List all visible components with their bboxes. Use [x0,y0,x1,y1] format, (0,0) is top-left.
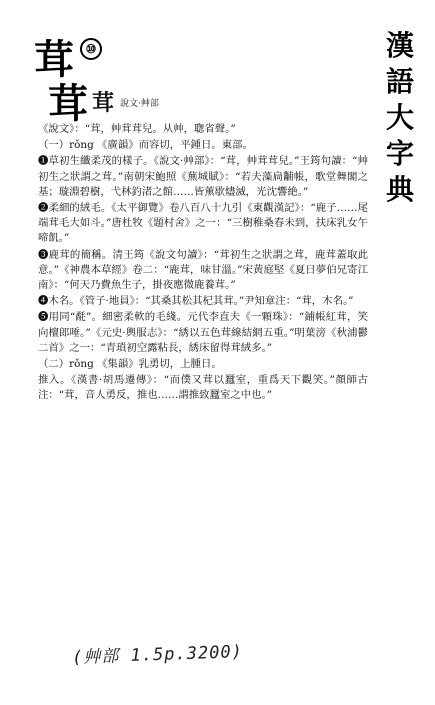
title-char: 語 [385,65,414,98]
reading-1: （一）rǒng 《廣韻》而容切，平鍾日。東部。 [38,139,253,152]
entry-body [38,122,368,404]
handwritten-note: (艸部 1.5p.3200) [71,642,244,668]
seal-script-char: 茸 [92,90,115,116]
sense-3: ❸鹿茸的簡稱。清王筠《說文句讀》：“茸初生之狀謂之茸，鹿茸蓋取此意。”《神農本草經》卷二：“鹿茸，味甘溫。”宋黄庭堅《夏日夢伯兄寄江南》：“何天乃費魚生子，掛夜應微鹿養茸。” [38,248,368,292]
title-char: 漢 [385,29,414,62]
title-char: 字 [385,137,414,170]
title-char: 大 [385,101,414,134]
sense-6: 推入。《漢書·胡馬遷傳》：“而僕又茸以蠶室，重爲天下觀笑。”顏師古注：“茸，音人勇反，推也……謂推致蠶室之中也。” [38,374,368,402]
entry-number-mark: ⑩ [80,38,102,60]
sense-4: ❹木名。《管子·地員》：“其桑其松其杞其茸。”尹知章注：“茸，木名。” [38,295,354,308]
sense-1: ❶草初生纖柔茂的樣子。《說文·艸部》：“茸，艸茸茸兒。”王筠句讀：“艸初生之狀謂之茸。”南朝宋鮑照《蕪城賦》：“若夫藻扃黼帳，歌堂舞閣之基；璇淵碧樹，弋林釣渚之館……皆薰歇燼滅，光沈響絶。” [38,155,368,198]
dictionary-title [382,28,418,208]
source-note: 說文·艸部 [120,99,159,109]
sense-2: ❷柔細的絨毛。《太平御覽》卷八百八十九引《東觀漢記》：“鹿子……尾端茸毛大如斗。”唐杜牧《題村舍》之一：“三樹稚桑春未到，扶床乳女午啼飢。” [38,202,368,245]
title-char: 典 [385,173,414,206]
reading-2: （二）rǒng 《集韻》乳勇切，上腫日。 [38,358,222,371]
headword-variant: 茸 [48,80,88,127]
headword: 茸 [34,36,74,83]
sense-5: ❺用同“氄”。細密柔軟的毛綫。元代李直夫《一顆珠》：“鋪帳紅茸，笑向檀郎唾。”《元史·輿服志》：“綉以五色茸線結網五重。”明葉滂《秋浦鬱二首》之一：“青瑣初空露粘長，綉床留得茸絨多。” [38,311,368,354]
etymology-line: 《說文》：“茸，艸茸茸兒。从艸，聦省聲。” [38,123,236,135]
